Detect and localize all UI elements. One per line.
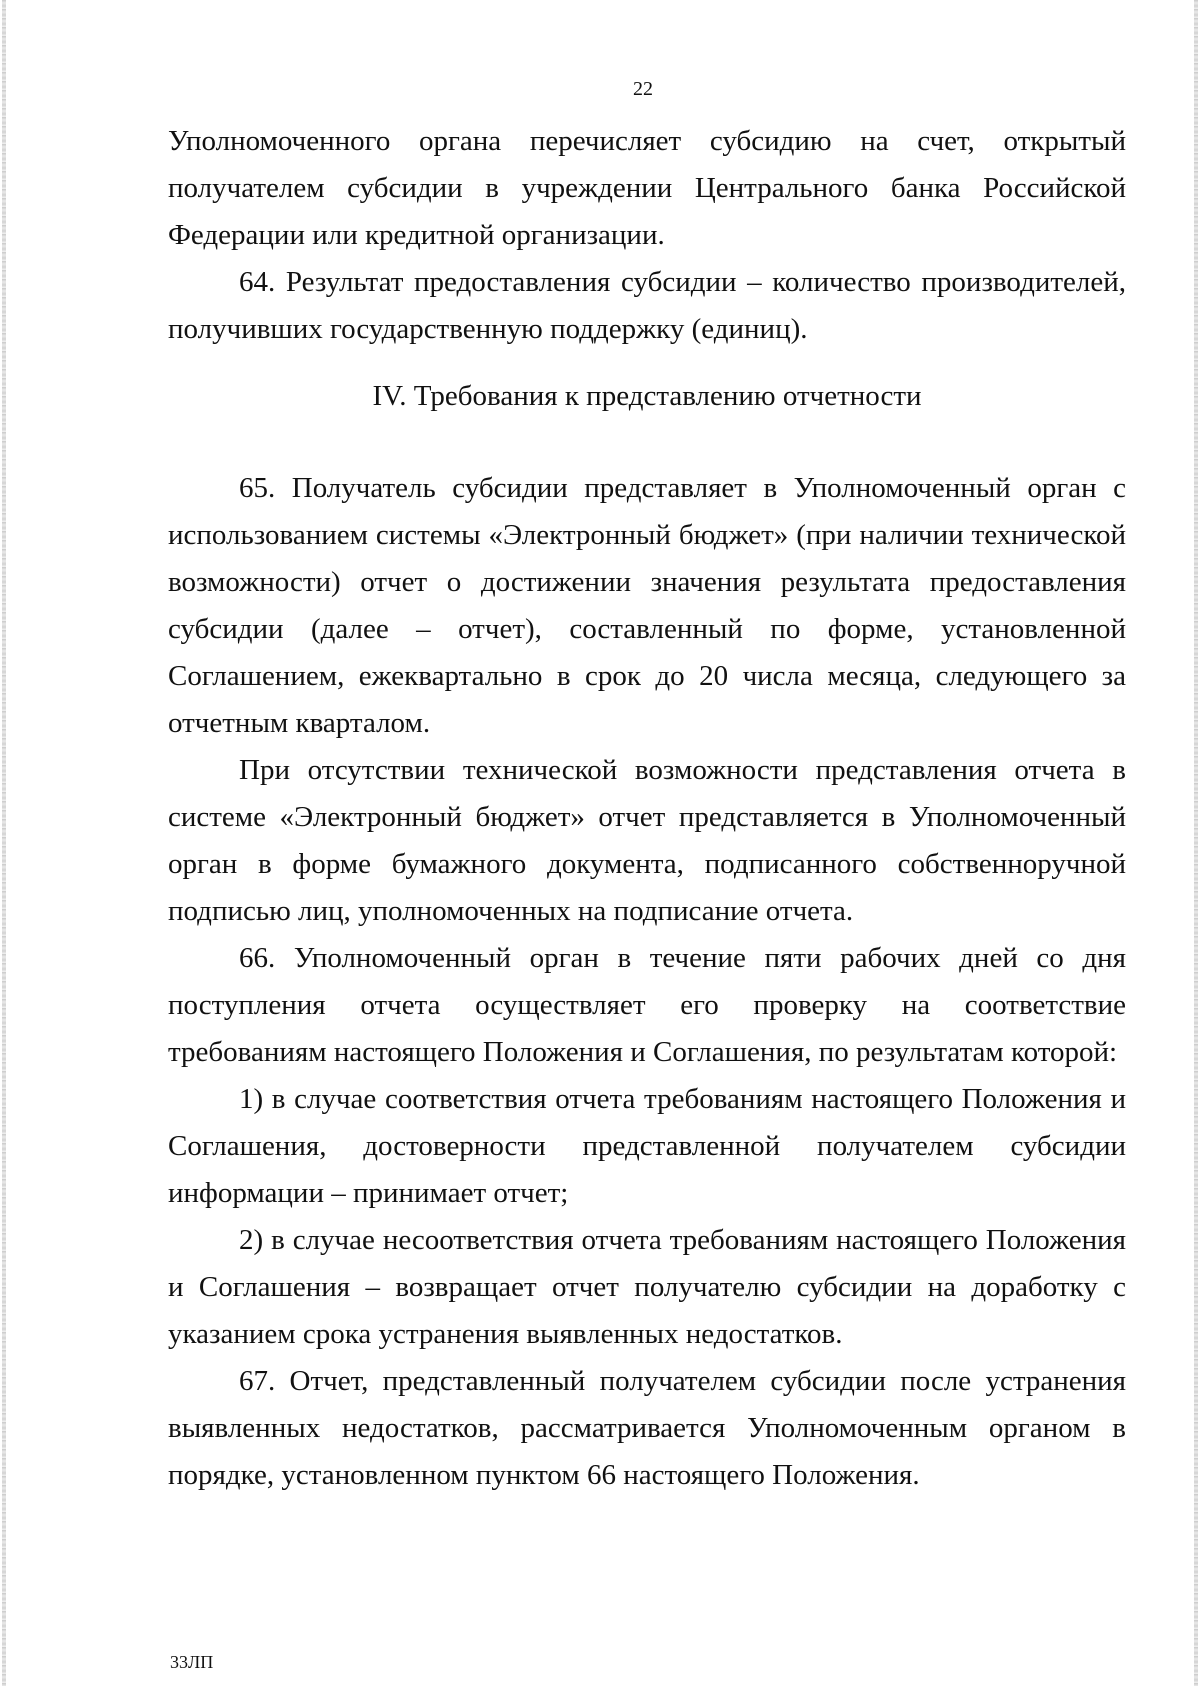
page-number: 22 xyxy=(633,78,653,100)
document-body xyxy=(168,118,1126,1499)
document-code: 33ЛП xyxy=(170,1652,214,1672)
paragraph-continuation: Уполномоченного органа перечисляет субсидию на счет, открытый получателем субсидии в учреждении Центрального банка Российской Федерации или кредитной организации. xyxy=(168,125,1126,251)
scan-edge-right xyxy=(1194,0,1198,1686)
paragraph-66: 66. Уполномоченный орган в течение пяти рабочих дней со дня поступления отчета осуществляет его проверку на соответствие требованиям настоящего Положения и Соглашения, по результатам которой: xyxy=(168,942,1126,1068)
section-heading: IV. Требования к представлению отчетности xyxy=(372,380,922,412)
paragraph-65: 65. Получатель субсидии представляет в Уполномоченный орган с использованием системы «Электронный бюджет» (при наличии технической возможности) отчет о достижении значения результата предоставления субсидии (далее – отчет), составленный по форме, установленной Соглашением, ежеквартально в срок до 20 числа месяца, следующего за отчетным кварталом. xyxy=(168,472,1126,739)
paragraph-66-item-1: 1) в случае соответствия отчета требованиям настоящего Положения и Соглашения, достоверности представленной получателем субсидии информации – принимает отчет; xyxy=(168,1083,1126,1209)
paragraph-66-item-2: 2) в случае несоответствия отчета требованиям настоящего Положения и Соглашения – возвращает отчет получателю субсидии на доработку с указанием срока устранения выявленных недостатков. xyxy=(168,1224,1126,1350)
scan-edge-left xyxy=(2,0,6,1686)
paragraph-64: 64. Результат предоставления субсидии – количество производителей, получивших государственную поддержку (единиц). xyxy=(168,266,1126,345)
paragraph-65-continued: При отсутствии технической возможности представления отчета в системе «Электронный бюджет» отчет представляется в Уполномоченный орган в форме бумажного документа, подписанного собственноручной подписью лиц, уполномоченных на подписание отчета. xyxy=(168,754,1126,927)
paragraph-67: 67. Отчет, представленный получателем субсидии после устранения выявленных недостатков, рассматривается Уполномоченным органом в порядке, установленном пунктом 66 настоящего Положения. xyxy=(168,1365,1126,1491)
